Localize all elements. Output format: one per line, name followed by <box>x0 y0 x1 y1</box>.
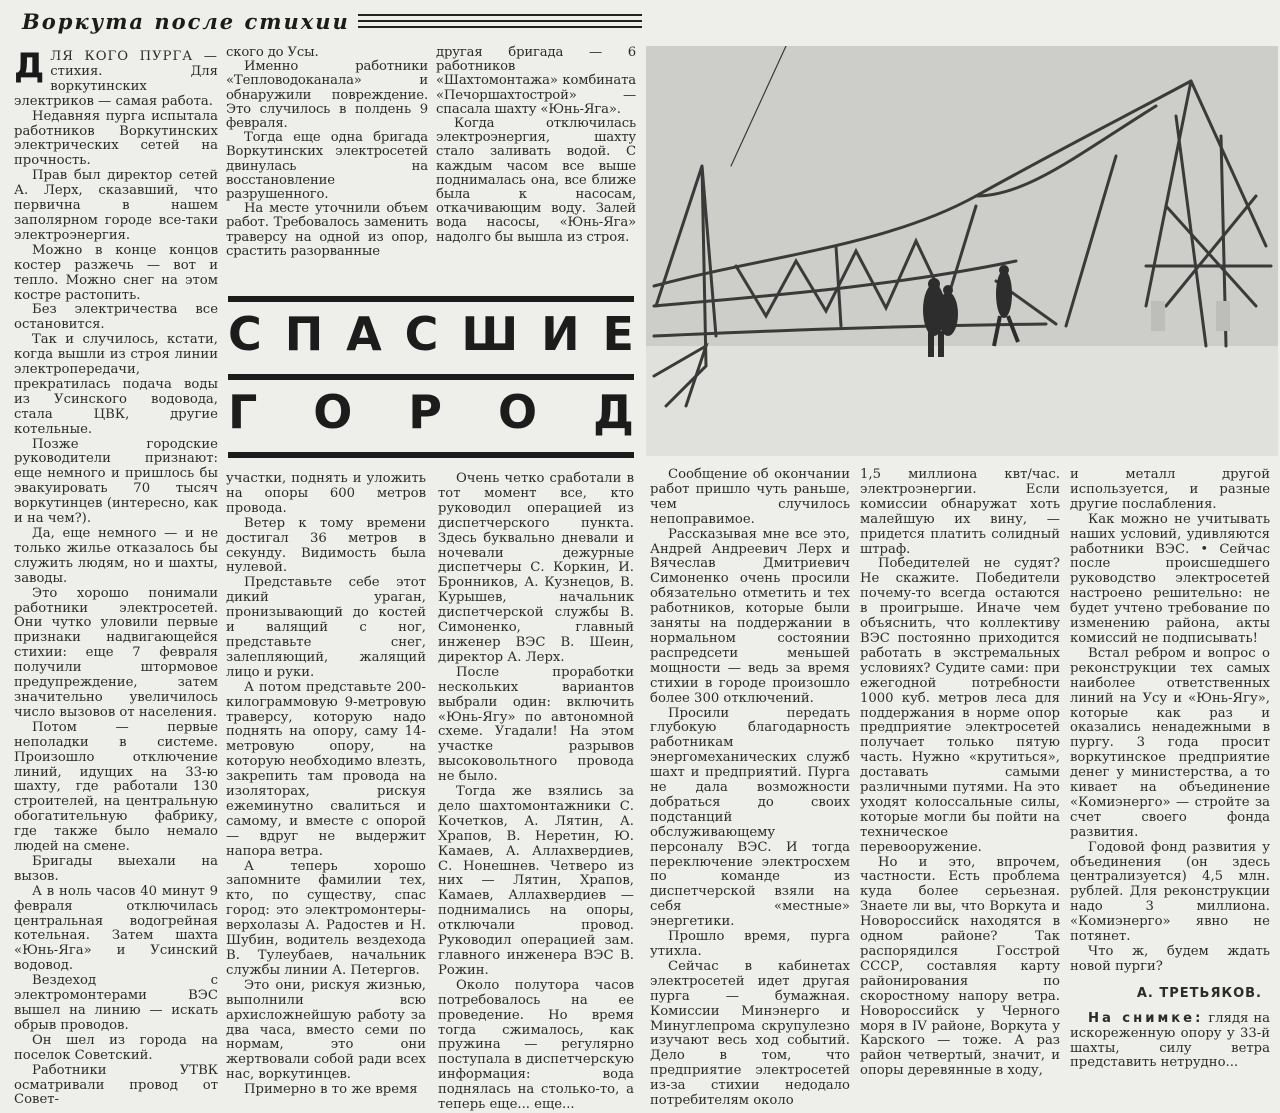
photo-collapsed-pylon <box>646 46 1278 456</box>
paragraph: Бригады выехали на вызов. <box>14 853 218 884</box>
paragraph: Сообщение об окончании работ пришло чуть раньше, чем случилось непоправимое. <box>650 467 850 527</box>
paragraph: ского до Усы. <box>226 45 319 60</box>
paragraph: Победителей не судят? Не скажите. Победители почему-то всегда остаются в проигрыше. Иначе чем объяснить, что коллективу ВЭС постоянно приходится работать в экстремальных условиях? Судите сами: при ежегодной потребности 1000 куб. метров леса для поддержания в норме опор предприятие электросетей получает только пятую часть. Нужно «крутиться», доставать самыми различными путями. На это уходят колоссальные силы, которые могли бы пойти на техническое перевооружение. <box>860 556 1060 855</box>
paragraph: Но и это, впрочем, частности. Есть проблема куда более серьезная. Знаете ли вы, что Воркута и Новороссийск находятся в одном районе? Так распорядился Госстрой СССР, составляя карту районирования по скоростному напору ветра. Новороссийск у Черного моря в IV районе, Воркута у Карского — тоже. А раз район четвертый, значит, и опоры деревянные в ходу, <box>860 854 1060 1079</box>
pylon-photo-illustration <box>646 46 1278 456</box>
paragraph: Рассказывая мне все это, Андрей Андреевич Лерх и Вячеслав Дмитриевич Симоненко очень просили обязательно отметить и тех работников, которые были заняты на поддержании в нормальном состоянии распредсети меньшей мощности — ведь за время стихии в городе произошло более 300 отключений. <box>650 526 850 706</box>
headline-letter: Д <box>593 385 634 439</box>
paragraph: Представьте себе этот дикий ураган, пронизывающий до костей и валящий с ног, представьте снег, залепляющий, жалящий лицо и руки. <box>226 575 426 680</box>
drop-cap: Д <box>14 46 45 86</box>
paragraph: Вездеход с электромонтерами ВЭС вышел на линию — искать обрыв проводов. <box>14 973 218 1033</box>
headline-letter: А <box>346 307 382 361</box>
lead-paragraph <box>14 46 218 110</box>
paragraph: Это они, рискуя жизнью, выполнили всю архисложнейшую работу за два часа, вместо семи по нормам, это они жертвовали собой ради всех нас, воркутинцев. <box>226 977 426 1083</box>
paragraph: А теперь хорошо запомните фамилии тех, кто, по существу, спас город: это электромонтеры-верхолазы А. Радостев и Н. Шубин, водитель вездехода В. Тулеубаев, начальник службы линии А. Петергов. <box>226 858 426 978</box>
headline <box>228 296 634 468</box>
paragraph: Без электричества все остановится. <box>14 302 218 333</box>
paragraph: Годовой фонд развития у объединения (он здесь централизуется) 4,5 млн. рублей. Для реконструкции надо 3 миллиона. «Комиэнерго» явно не потянет. <box>1070 839 1270 945</box>
paragraph: Тогда еще одна бригада Воркутинских электросетей двинулась на восстановление разрушенного. <box>226 130 428 203</box>
paragraph: и металл другой используется, и разные другие послабления. <box>1070 467 1270 512</box>
article-column-2-bottom <box>226 472 426 1098</box>
headline-letter: Р <box>408 385 443 439</box>
headline-letter: С <box>404 307 439 361</box>
headline-letter: П <box>284 307 324 361</box>
paragraph: Что ж, будем ждать новой пурги? <box>1070 944 1270 974</box>
author-signature: А. ТРЕТЬЯКОВ. <box>1136 985 1262 1001</box>
headline-letter: Ш <box>461 307 519 361</box>
paragraph: Недавняя пурга испытала работников Воркутинских электрических сетей на прочность. <box>14 108 218 169</box>
caption-text: глядя на искореженную опору у 33-й шахты, силу ветра представить нетрудно... <box>1070 1010 1270 1071</box>
article-column-6 <box>1070 468 1270 1071</box>
paragraph: Тогда же взялись за дело шахтомонтажники С. Кочетков, А. Лятин, А. Храпов, В. Неретин, Ю. Камаев, А. Аллахвердиев, С. Нонешнев. Четверо из них — Лятин, Храпов, Камаев, Аллахвердиев — поднимались на опоры, отключали провод. Руководил операцией зам. главного инженера ВЭС В. Рожин. <box>438 784 634 978</box>
headline-letter: О <box>497 385 538 439</box>
headline-letter: С <box>228 307 262 361</box>
paragraph: 1,5 миллиона квт/час. электроэнергии. Если комиссии обнаружат хоть малейшую их вину, — придется платить солидный штраф. <box>860 467 1060 557</box>
paragraph: Около полутора часов потребовалось на ее проведение. Но время тогда сжималось, как пружина — регулярно поступала в диспетчерскую информация: вода поднялась на столько-то, а теперь еще... еще... <box>438 977 634 1113</box>
rubric-title: Воркута после стихии <box>22 8 350 34</box>
rubric-header <box>22 6 642 36</box>
caption-label: На снимке: <box>1088 1010 1204 1026</box>
paragraph: Он шел из города на поселок Советский. <box>14 1032 218 1063</box>
paragraph: Именно работники «Тепловодоканала» и обнаружили повреждение. Это случилось в полдень 9 февраля. <box>226 59 428 132</box>
paragraph: Это хорошо понимали работники электросетей. Они чутко уловили первые признаки надвигающейся стихии: еще 7 февраля получили штормовое предупреждение, затем значительно увеличилось число вызовов от населения. <box>14 585 218 720</box>
paragraph: Прошло время, пурга утихла. <box>650 929 850 959</box>
headline-line-1 <box>228 308 634 360</box>
headline-letter: О <box>313 385 353 439</box>
article-column-3-top <box>436 46 636 245</box>
rule-line <box>358 26 642 28</box>
article-column-2-top <box>226 46 428 259</box>
headline-rule <box>228 296 634 302</box>
article-column-5 <box>860 468 1060 1079</box>
paragraph: А в ноль часов 40 минут 9 февраля отключилась центральная водогрейная котельная. Затем шахта «Юнь-Яга» и Усинский водовод. <box>14 883 218 974</box>
paragraph: другая бригада — 6 работников «Шахтомонтажа» комбината «Печоршахтострой» — спасала шахту «Юнь-Яга». <box>436 45 636 117</box>
article-column-1 <box>14 46 218 1108</box>
rule-line <box>358 14 642 16</box>
paragraph: Очень четко сработали в тот момент все, кто руководил операцией из диспетчерского пункта. Здесь буквально дневали и ночевали дежурные диспетчеры С. Коркин, И. Бронников, А. Кузнецов, В. Курышев, начальник диспетчерской службы В. Симоненко, главный инженер ВЭС В. Шеин, директор А. Лерх. <box>438 471 634 665</box>
photo-caption <box>1070 1012 1270 1072</box>
paragraph: После проработки нескольких вариантов выбрали один: включить «Юнь-Ягу» по автономной схеме. Угадали! На этом участке разрывов высоковольтного провода не было. <box>438 664 634 785</box>
lead-caps: ЛЯ КОГО ПУРГА — <box>50 49 218 64</box>
paragraph: Как можно не учитывать наших условий, удивляются работники ВЭС. • Сейчас после происшедшего руководство электросетей настроено решительно: не будет учтено требование по изменению района, акты комиссий не подписывать! <box>1070 511 1270 646</box>
headline-line-2 <box>228 386 634 438</box>
paragraph: На месте уточнили объем работ. Требовалось заменить траверсу на одной из опор, срастить разорванные <box>226 201 428 259</box>
paragraph: Работники УТВК осматривали провод от Совет- <box>14 1062 218 1108</box>
paragraph: Да, еще немного — и не только жилье отказалось бы служить людям, но и шахты, заводы. <box>14 526 218 586</box>
paragraph: Сейчас в кабинетах электросетей идет другая пурга — бумажная. Комиссии Минэнерго и Минуглепрома скрупулезно изучают весь ход событий. Дело в том, что предприятие электросетей из-за стихии недодало потребителям около <box>650 958 850 1109</box>
headline-letter: Е <box>602 307 634 361</box>
headline-rule <box>228 452 634 458</box>
paragraph: Встал ребром и вопрос о реконструкции тех самых наиболее ответственных линий на Усу и «Юнь-Ягу», которые как раз и оказались ненадежными в пургу. 3 года просит воркутинское предприятие денег у министерства, а то кивает на объединение «Комиэнерго» — стройте за счет своего фонда развития. <box>1070 645 1270 840</box>
headline-letter: Г <box>228 385 258 439</box>
rule-line <box>358 20 642 22</box>
paragraph: Просили передать глубокую благодарность работникам энергомеханических служб шахт и предприятий. Пурга не дала возможности добраться до своих подстанций обслуживающему персоналу ВЭС. И тогда переключение электросхем по команде из диспетчерской взяли на себя «местные» энергетики. <box>650 705 850 930</box>
paragraph: Когда отключилась электроэнергия, шахту стало заливать водой. С каждым часом все выше поднималась она, все ближе была к насосам, откачивающим воду. Залей вода насосы, «Юнь-Яга» надолго бы вышла из строя. <box>436 116 636 245</box>
article-column-4 <box>650 468 850 1109</box>
paragraph: участки, поднять и уложить на опоры 600 метров провода. <box>226 471 426 516</box>
paragraph: А потом представьте 200-килограммовую 9-метровую траверсу, которую надо поднять на опору, саму 14-метровую опору, на которую необходимо влезть, закрепить там провода на изоляторах, рискуя ежеминутно свалиться и самому, и вместе с опорой — вдруг не выдержит напора ветра. <box>226 679 426 859</box>
rubric-rules <box>358 14 642 28</box>
paragraph: Ветер к тому времени достигал 36 метров в секунду. Видимость была нулевой. <box>226 515 426 576</box>
headline-rule <box>228 374 634 380</box>
paragraph: стихия. Для воркутинских электриков — самая работа. <box>14 63 218 109</box>
headline-letter: И <box>541 307 580 361</box>
paragraph: Потом — первые неполадки в системе. Произошло отключение линий, идущих на 33-ю шахту, где работали 130 строителей, на центральную обогатительную фабрику, где также было немало людей на смене. <box>14 719 218 855</box>
paragraph: Примерно в то же время <box>244 1082 418 1098</box>
article-column-3-bottom <box>438 472 634 1113</box>
paragraph: Позже городские руководители признают: еще немного и пришлось бы эвакуировать 70 тысяч воркутинцев (интересно, как и на чем?). <box>14 436 218 527</box>
paragraph: Так и случилось, кстати, когда вышли из строя линии электропередачи, прекратилась подача воды из Усинского водовода, стала ЦВК, другие котельные. <box>14 332 218 437</box>
paragraph: Можно в конце концов костер разжечь — вот и тепло. Можно снег на этом костре растопить. <box>14 242 218 303</box>
paragraph: Прав был директор сетей А. Лерх, сказавший, что первична в нашем заполярном городе все-таки электроэнергия. <box>14 168 218 243</box>
